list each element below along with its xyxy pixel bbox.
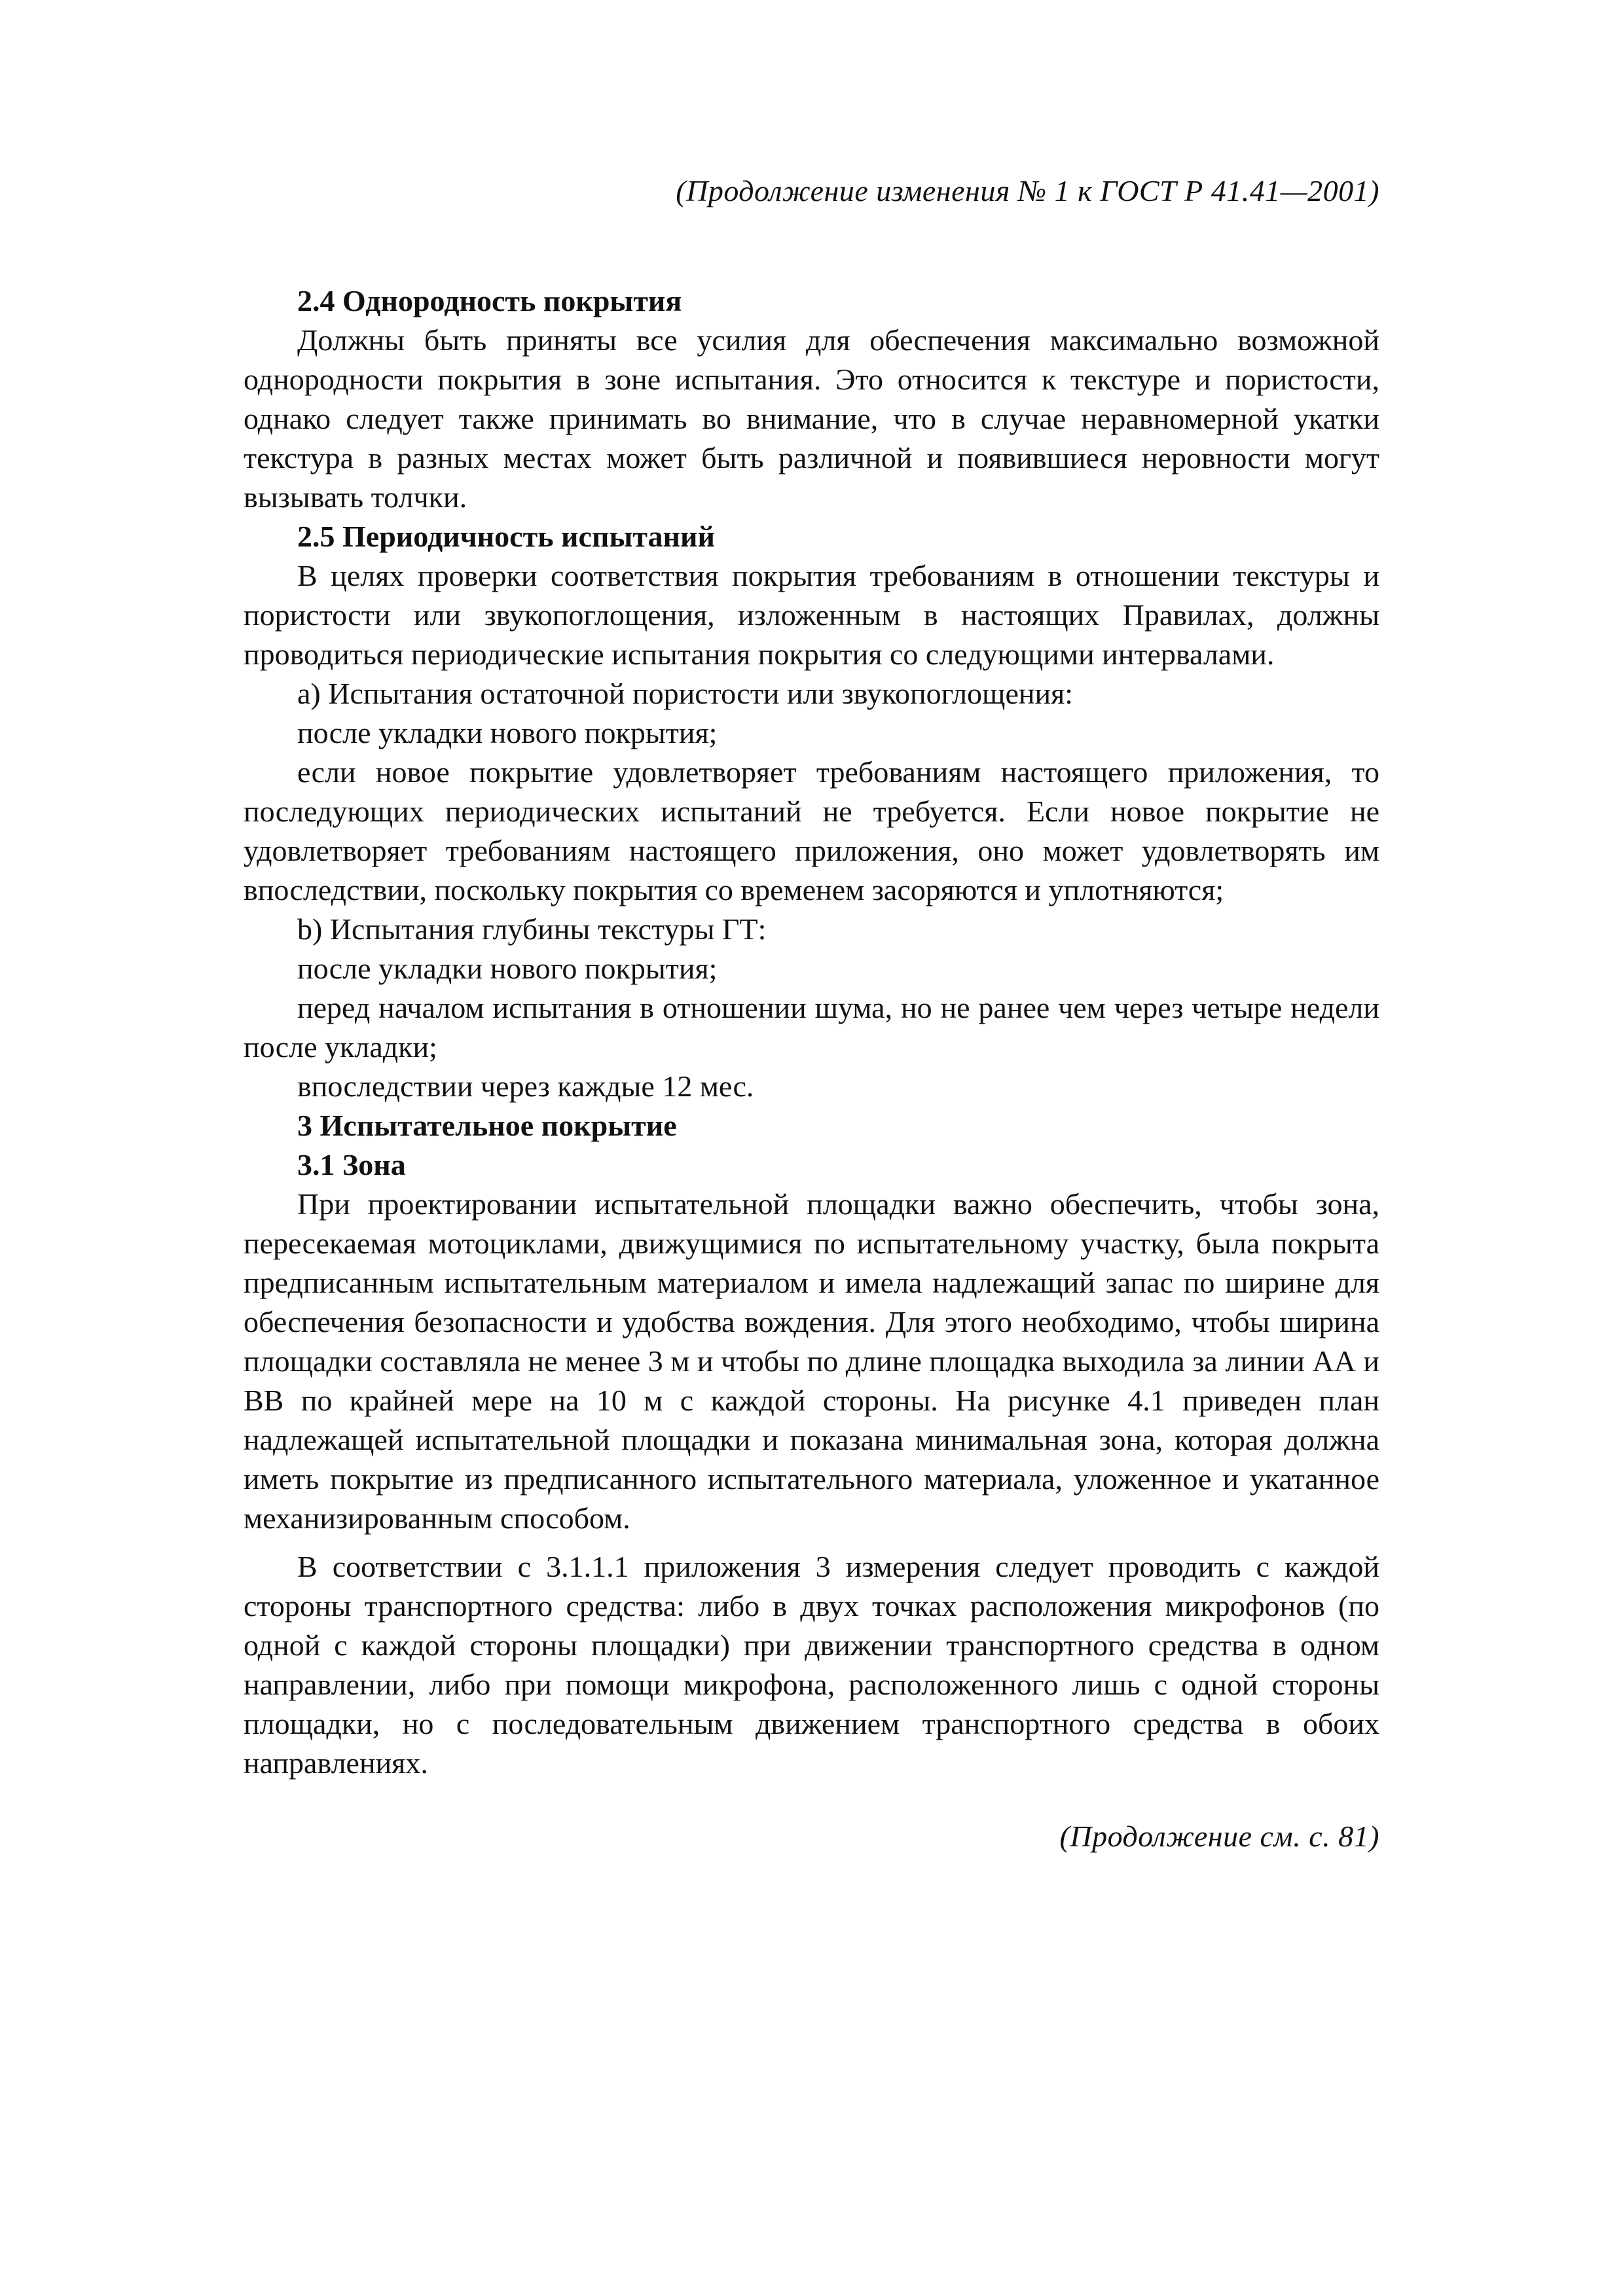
section-3-1-paragraph-2: В соответствии с 3.1.1.1 приложения 3 измерения следует проводить с каждой стороны транспортного средства: либо в двух точках расположения микрофонов (по одной с каждой стороны площадки) при движении транспортного средства в одном направлении, либо при помощи микрофона, расположенного лишь с одной стороны площадки, но с последовательным движением транспортного средства в обоих направлениях. [244,1550,1379,1780]
section-2-5-item-a-line-1: после укладки нового покрытия; [297,716,718,749]
footer-continuation-note: (Продолжение см. с. 81) [1059,1820,1379,1853]
section-2-5-item-b-line-1: после укладки нового покрытия; [297,952,718,985]
header-continuation-note: (Продолжение изменения № 1 к ГОСТ Р 41.41—2001) [676,174,1379,207]
section-3-1-heading: 3.1 Зона [297,1148,406,1181]
section-3-1-paragraph-1: При проектировании испытательной площадки важно обеспечить, чтобы зона, пересекаемая мотоциклами, движущимися по испытательному участку, была покрыта предписанным испытательным материалом и имела надлежащий запас по ширине для обеспечения безопасности и удобства вождения. Для этого необходимо, чтобы ширина площадки составляла не менее 3 м и чтобы по длине площадка выходила за линии АА и ВВ по крайней мере на 10 м с каждой стороны. На рисунке 4.1 приведен план надлежащей испытательной площадки и показана минимальная зона, которая должна иметь покрытие из предписанного испытательного материала, уложенное и укатанное механизированным способом. [244,1187,1379,1535]
section-2-5-item-a: a) Испытания остаточной пористости или звукопоглощения: [297,677,1074,710]
section-3-heading: 3 Испытательное покрытие [297,1109,677,1142]
section-2-5-item-b-line-3: впоследствии через каждые 12 мес. [297,1069,754,1103]
section-2-5-item-a-line-2: если новое покрытие удовлетворяет требованиям настоящего приложения, то последующих периодических испытаний не требуется. Если новое покрытие не удовлетворяет требованиям настоящего приложения, оно может удовлетворять им впоследствии, поскольку покрытия со временем засоряются и уплотняются; [244,755,1379,906]
section-2-4-paragraph: Должны быть приняты все усилия для обеспечения максимально возможной однородности покрытия в зоне испытания. Это относится к текстуре и пористости, однако следует также принимать во внимание, что в случае неравномерной укатки текстура в разных местах может быть различной и появившиеся неровности могут вызывать толчки. [244,323,1379,514]
section-2-5-paragraph: В целях проверки соответствия покрытия требованиям в отношении текстуры и пористости или звукопоглощения, изложенным в настоящих Правилах, должны проводиться периодические испытания покрытия со следующими интервалами. [244,559,1379,671]
document-page [244,171,1379,1856]
section-2-5-item-b: b) Испытания глубины текстуры ГТ: [297,912,767,946]
section-2-5-heading: 2.5 Периодичность испытаний [297,520,716,553]
section-2-4-heading: 2.4 Однородность покрытия [297,284,682,317]
section-2-5-item-b-line-2: перед началом испытания в отношении шума, но не ранее чем через четыре недели после укладки; [244,991,1379,1064]
